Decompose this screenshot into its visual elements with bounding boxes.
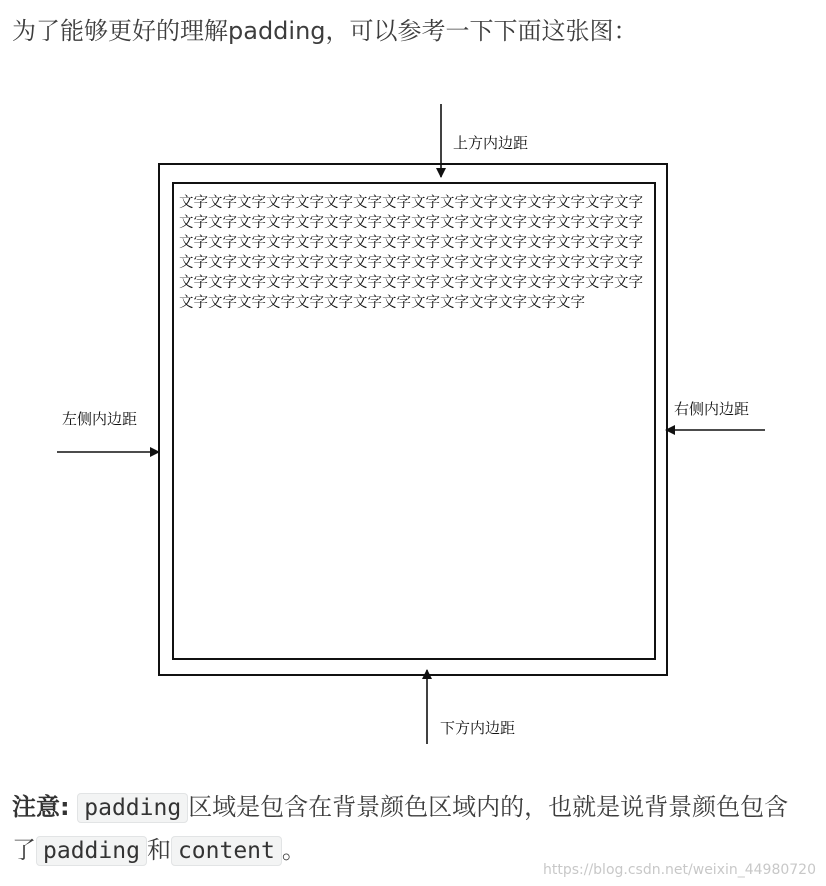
label-bottom-padding: 下方内边距 (440, 719, 516, 737)
note-text-2: 和 (146, 836, 171, 864)
watermark: https://blog.csdn.net/weixin_44980720 (542, 862, 816, 878)
code-padding-1: padding (77, 793, 188, 823)
label-right-padding: 右侧内边距 (674, 400, 750, 418)
note-text-3: 。 (281, 836, 306, 864)
code-padding-2: padding (36, 836, 147, 866)
note-label: 注意: (12, 793, 70, 821)
note-paragraph (12, 786, 812, 872)
label-top-padding: 上方内边距 (453, 134, 529, 152)
code-content: content (171, 836, 282, 866)
intro-paragraph: 为了能够更好的理解padding，可以参考一下下面这张图： (12, 17, 638, 45)
filler-text: 文字文字文字文字文字文字文字文字文字文字文字文字文字文字文字文字文字文字文字文字文字文字文字文字文字文字文字文字文字文字文字文字文字文字文字文字文字文字文字文字文字文字文字文字文字文字文字文字文字文字文字文字文字文字文字文字文字文字文字文字文字文字文字文字文字文字文字文字文字文字文字文字文字文字文字文字文字文字文字文字文字文字文字文字文字文字文字文字文字文字文字文字文字文字 (179, 195, 643, 311)
label-left-padding: 左侧内边距 (62, 410, 138, 428)
note-text-1: 区域是包含在背景颜色区域内的，也就是说背景颜色包含了 (12, 793, 789, 864)
